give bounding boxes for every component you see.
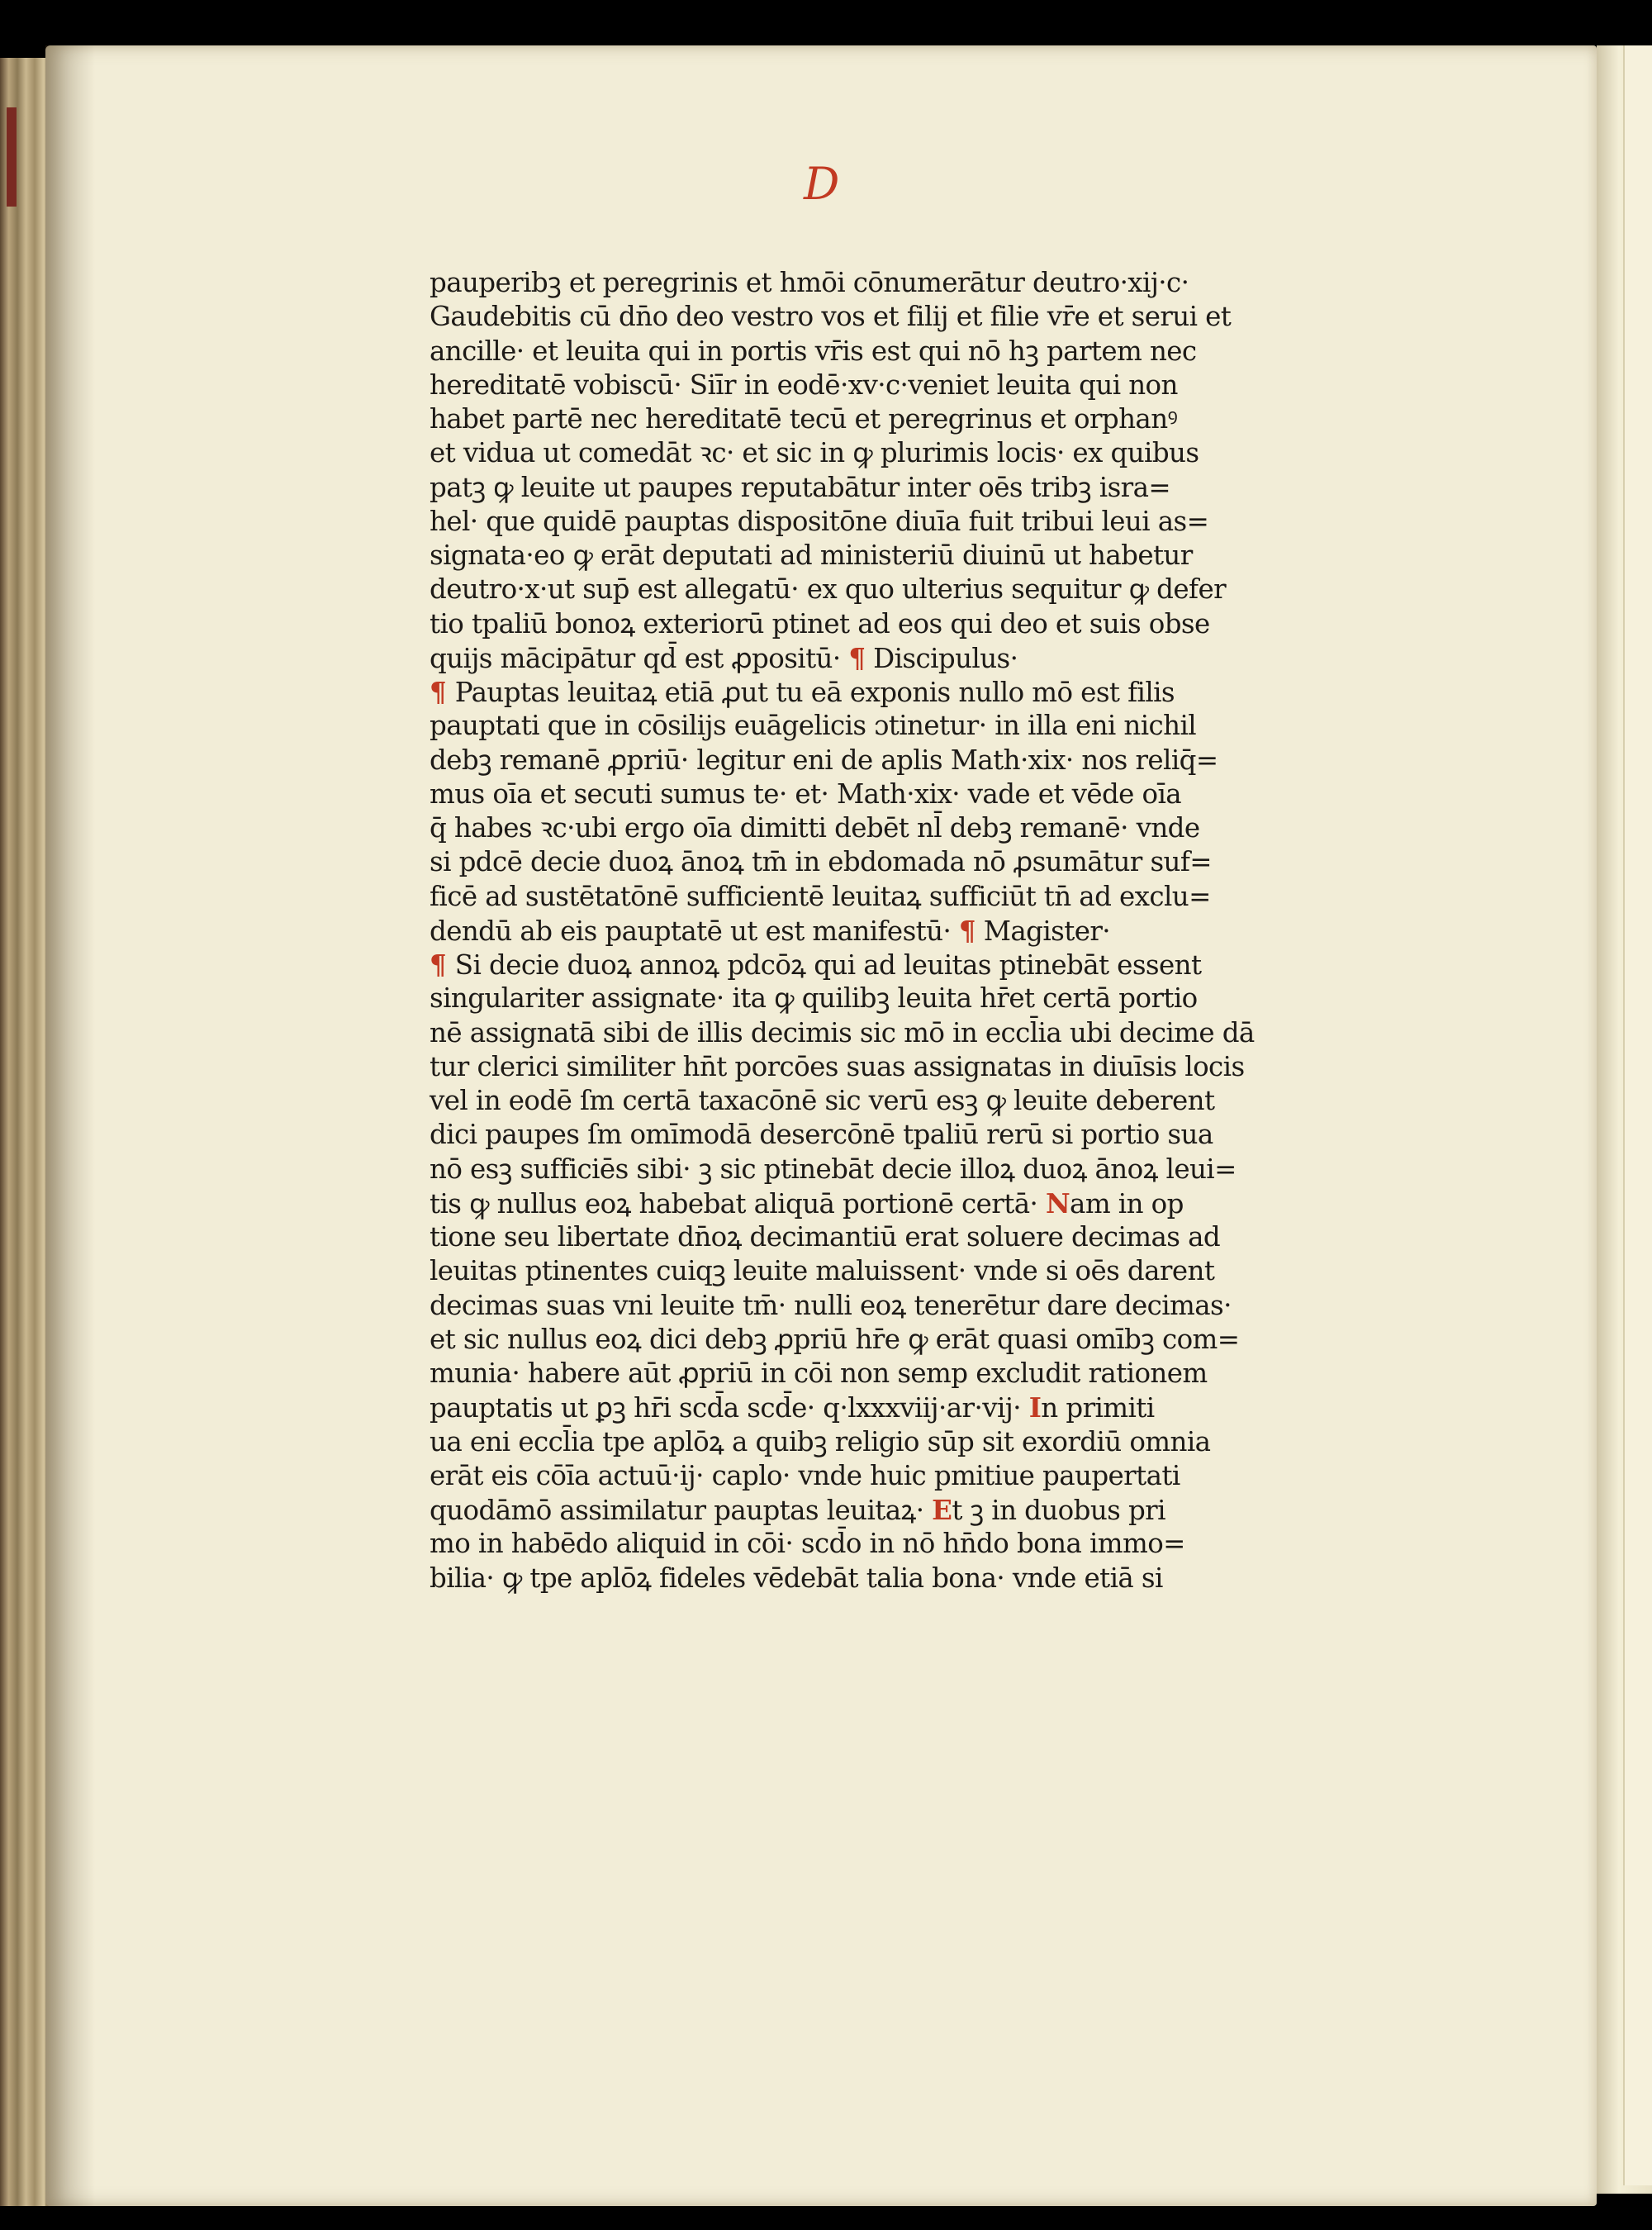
text-line — [430, 1527, 1313, 1561]
text-line — [430, 1186, 1313, 1220]
line-text: quijs mācipātur qd̄ est ꝓpositū· — [430, 642, 841, 674]
text-line — [430, 1084, 1313, 1118]
line-text: deutro·x·ut sup̄ est allegatū· ex quo ulterius sequitur ꝙ defer — [430, 573, 1227, 606]
text-line — [430, 982, 1313, 1015]
line-text: pauptatis ut ꝑꝫ hr̄i scd̄a scd̄e· q·lxxxviij·ar·vij· — [430, 1392, 1021, 1424]
text-line — [430, 914, 1313, 948]
next-page-cut — [1623, 45, 1652, 2185]
line-text: ficē ad sustētatōnē sufficientē leuitaꝝ sufficiūt tn̄ ad exclu= — [430, 880, 1211, 912]
rubric-pilcrow: ¶ — [430, 676, 455, 708]
text-line — [430, 1391, 1313, 1424]
line-text: q̄ habes ꝛc·ubi ergo oīa dimitti debēt nl̄ debꝫ remanē· vnde — [430, 812, 1200, 844]
line-text: habet partē nec hereditatē tecū et peregrinus et orphanꝰ — [430, 403, 1178, 435]
text-line — [430, 709, 1313, 743]
line-text: nē assignatā sibi de illis decimis sic mō in eccl̄ia ubi decime dā — [430, 1016, 1255, 1048]
rubric-heading: ¶ Discipulus· — [848, 641, 1018, 674]
text-line — [430, 675, 1313, 709]
rubric-heading: ¶ Magister· — [958, 914, 1111, 947]
line-text: tio tpaliū bonoꝝ exteriorū ptinet ad eos qui deo et suis obse — [430, 607, 1210, 640]
text-line — [430, 880, 1313, 914]
text-line — [430, 1289, 1313, 1323]
line-text: Pauptas leuitaꝝ etiā ꝓut tu eā exponis nullo mō est filis — [454, 677, 1175, 708]
line-text: ua eni eccl̄ia tpe aplōꝝ a quibꝫ religio sūp sit exordiū omnia — [430, 1425, 1211, 1457]
rubric-pilcrow: ¶ — [430, 949, 455, 981]
rubric-heading: Et ꝫ in duobus pri — [932, 1494, 1165, 1526]
line-text: mus oīa et secuti sumus te· et· Math·xix· vade et vēde oīa — [430, 777, 1182, 810]
line-text: mo in habēdo aliquid in cōi· scd̄o in nō hn̄do bona immo= — [430, 1528, 1185, 1560]
line-text: decimas suas vni leuite tm̄· nulli eoꝝ tenerētur dare decimas· — [430, 1289, 1232, 1321]
line-text: et vidua ut comedāt ꝛc· et sic in ꝙ plurimis locis· ex quibus — [430, 437, 1199, 469]
text-line — [430, 1357, 1313, 1391]
text-block — [430, 266, 1313, 1595]
text-line — [430, 948, 1313, 982]
line-text: bilia· ꝙ tpe aplōꝝ fideles vēdebāt talia bona· vnde etiā si — [430, 1562, 1163, 1594]
text-line — [430, 300, 1313, 334]
text-line — [430, 777, 1313, 811]
line-text: Gaudebitis cū dn̄o deo vestro vos et filij et filie vr̄e et serui et — [430, 301, 1232, 333]
text-line — [430, 1493, 1313, 1527]
line-text: dendū ab eis pauptatē ut est manifestū· — [430, 915, 952, 947]
line-text: erāt eis cōīa actuū·ij· caplo· vnde huic pmitiue paupertati — [430, 1459, 1180, 1491]
line-text: tur clerici similiter hn̄t porcōes suas assignatas in diuīsis locis — [430, 1050, 1245, 1082]
line-text: signata·eo ꝙ erāt deputati ad ministeriū diuinū ut habetur — [430, 540, 1193, 571]
line-text: munia· habere aūt ꝓpriū in cōi non semp excludit rationem — [430, 1357, 1208, 1389]
text-line — [430, 744, 1313, 777]
line-text: nō esꝫ sufficiēs sibi· ꝫ sic ptinebāt decie illoꝝ duoꝝ ānoꝝ leui= — [430, 1153, 1237, 1185]
line-text: debꝫ remanē ꝓpriū· legitur eni de aplis Math·xix· nos reliq̄= — [430, 744, 1218, 776]
text-line — [430, 1118, 1313, 1152]
line-text: singulariter assignate· ita ꝙ quilibꝫ leuita hr̄et certā portio — [430, 982, 1198, 1015]
line-text: quodāmō assimilatur pauptas leuitaꝝ· — [430, 1495, 924, 1526]
text-line — [430, 811, 1313, 845]
line-text: vel in eodē ſm certā taxacōnē sic verū esꝫ ꝙ leuite deberent — [430, 1085, 1215, 1116]
text-line — [430, 1425, 1313, 1459]
line-text: patꝫ ꝙ leuite ut paupes reputabātur inter oēs tribꝫ isra= — [430, 471, 1171, 503]
text-line — [430, 1459, 1313, 1493]
line-text: si pdcē decie duoꝝ ānoꝝ tm̄ in ebdomada nō ꝓsumātur suf= — [430, 846, 1212, 878]
line-text: hel· que quidē pauptas dispositōne diuīa fuit tribui leui as= — [430, 505, 1209, 537]
text-line — [430, 1562, 1313, 1595]
text-line — [430, 1153, 1313, 1186]
line-text: leuitas ptinentes cuiqꝫ leuite maluissent· vnde si oēs darent — [430, 1255, 1215, 1287]
text-line — [430, 1254, 1313, 1288]
line-text: pauptati que in cōsilijs euāgelicis ɔtinetur· in illa eni nichil — [430, 710, 1197, 742]
text-line — [430, 573, 1313, 606]
text-line — [430, 539, 1313, 573]
text-line — [430, 845, 1313, 879]
text-line — [430, 505, 1313, 539]
text-line — [430, 1220, 1313, 1254]
text-line — [430, 1016, 1313, 1050]
text-line — [430, 266, 1313, 300]
running-head: D — [804, 158, 840, 210]
line-text: tis ꝙ nullus eoꝝ habebat aliquā portionē certā· — [430, 1187, 1038, 1220]
text-line — [430, 1050, 1313, 1084]
rubric-heading: Nam in op — [1045, 1186, 1184, 1220]
text-line — [430, 436, 1313, 470]
text-line — [430, 335, 1313, 368]
line-text: Si decie duoꝝ annoꝝ pdcōꝝ qui ad leuitas ptinebāt essent — [454, 949, 1202, 981]
line-text: hereditatē vobiscū· Siīr in eodē·xv·c·veniet leuita qui non — [430, 368, 1178, 401]
text-line — [430, 1323, 1313, 1357]
line-text: dici paupes ſm omīmodā desercōnē tpaliū rerū si portio sua — [430, 1119, 1213, 1151]
line-text: tione seu libertate dn̄oꝝ decimantiū erat soluere decimas ad — [430, 1221, 1221, 1253]
rubric-heading: In primiti — [1028, 1391, 1155, 1424]
text-line — [430, 368, 1313, 402]
text-line — [430, 641, 1313, 675]
text-line — [430, 607, 1313, 641]
text-line — [430, 402, 1313, 436]
text-line — [430, 471, 1313, 505]
line-text: ancille· et leuita qui in portis vr̄is est qui nō hꝫ partem nec — [430, 335, 1197, 367]
line-text: et sic nullus eoꝝ dici debꝫ ꝓpriū hr̄e ꝙ erāt quasi omībꝫ com= — [430, 1323, 1240, 1355]
line-text: pauperibꝫ et peregrinis et hmōi cōnumerātur deutro·xij·c· — [430, 267, 1189, 298]
